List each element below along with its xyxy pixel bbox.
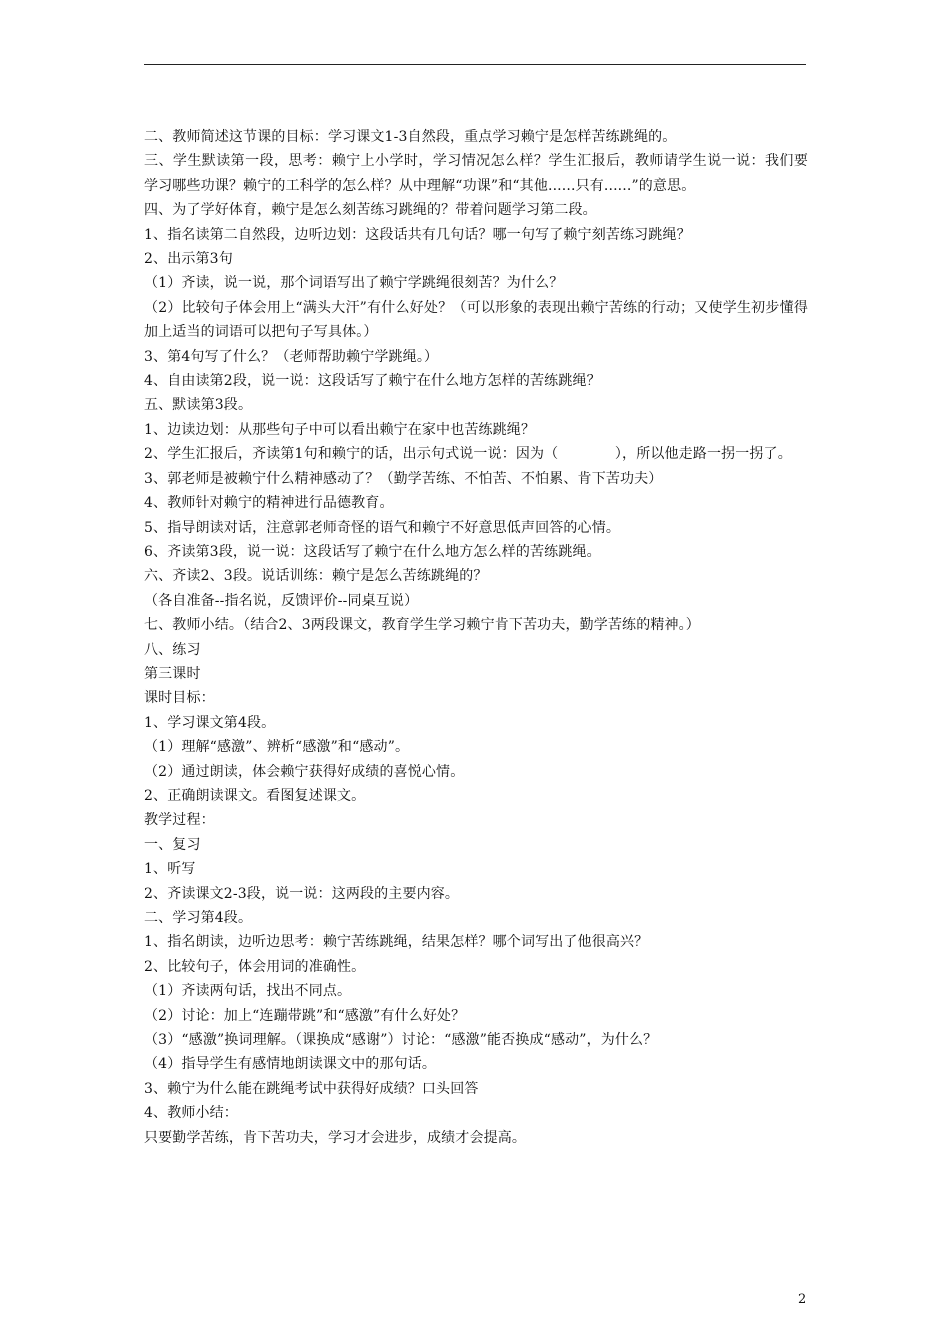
paragraph: 3、赖宁为什么能在跳绳考试中获得好成绩？口头回答 [144,1080,479,1097]
paragraph: 5、指导朗读对话，注意郭老师奇怪的语气和赖宁不好意思低声回答的心情。 [144,519,621,536]
paragraph: （4）指导学生有感情地朗读课文中的那句话。 [144,1056,437,1073]
paragraph: 1、指名读第二自然段，边听边划：这段话共有几句话？哪一句写了赖宁刻苦练习跳绳？ [144,226,691,243]
paragraph: 2、出示第3句 [144,251,233,268]
paragraph: 4、教师小结： [144,1105,238,1122]
paragraph: 2、正确朗读课文。看图复述课文。 [144,787,366,804]
paragraph: 课时目标： [144,690,215,707]
paragraph: （1）齐读两句话，找出不同点。 [144,983,352,1000]
paragraph: 三、学生默读第一段，思考：赖宁上小学时，学习情况怎么样？学生汇报后，教师请学生说一说：我们要学习哪些功课？赖宁的工科学的怎么样？从中理解“功课”和“其他......只有......”的意思。 [144,153,808,194]
paragraph: 八、练习 [144,641,201,658]
paragraph: （3）“感激”换词理解。（课换成“感谢”）讨论：“感激”能否换成“感动”，为什么？ [144,1032,658,1049]
paragraph: 六、齐读2、3段。说话训练：赖宁是怎么苦练跳绳的？ [144,568,488,585]
document-body [144,125,808,1150]
paragraph: （1）理解“感激”、辨析“感激”和“感动”。 [144,739,410,756]
paragraph: 2、齐读课文2-3段，说一说：这两段的主要内容。 [144,885,460,902]
header-rule [144,64,806,65]
paragraph: （2）讨论：加上“连蹦带跳”和“感激”有什么好处？ [144,1007,466,1024]
paragraph: 1、边读边划：从那些句子中可以看出赖宁在家中也苦练跳绳？ [144,421,536,438]
paragraph: 3、第4句写了什么？（老师帮助赖宁学跳绳。） [144,348,439,365]
paragraph: （1）齐读，说一说，那个词语写出了赖宁学跳绳很刻苦？为什么？ [144,275,564,292]
paragraph: 一、复习 [144,836,201,853]
paragraph: 1、听写 [144,861,196,878]
paragraph: 教学过程： [144,812,215,829]
paragraph: 3、郭老师是被赖宁什么精神感动了？（勤学苦练、不怕苦、不怕累、肯下苦功夫） [144,470,663,487]
paragraph: 二、学习第4段。 [144,910,253,926]
paragraph: 只要勤学苦练，肯下苦功夫，学习才会进步，成绩才会提高。 [144,1129,527,1146]
paragraph: 七、教师小结。（结合2、3两段课文，教育学生学习赖宁肯下苦功夫，勤学苦练的精神。） [144,617,700,634]
paragraph: 五、默读第3段。 [144,397,253,414]
paragraph: 2、比较句子，体会用词的准确性。 [144,958,366,975]
section-heading: 第三课时 [144,665,201,682]
paragraph: 4、自由读第2段，说一说：这段话写了赖宁在什么地方怎样的苦练跳绳？ [144,373,601,390]
paragraph: （各自准备--指名说，反馈评价--同桌互说） [144,592,419,609]
paragraph: 1、指名朗读，边听边思考：赖宁苦练跳绳，结果怎样？哪个词写出了他很高兴？ [144,934,649,951]
page-number: 2 [798,1292,807,1307]
paragraph: 2、学生汇报后，齐读第1句和赖宁的话，出示句式说一说：因为（ ），所以他走路一拐一拐了。 [144,446,792,463]
paragraph: 1、学习课文第4段。 [144,714,276,731]
paragraph: 4、教师针对赖宁的精神进行品德教育。 [144,495,394,512]
paragraph: 二、教师简述这节课的目标：学习课文1-3自然段，重点学习赖宁是怎样苦练跳绳的。 [144,129,677,145]
paragraph: （2）通过朗读，体会赖宁获得好成绩的喜悦心情。 [144,763,465,780]
paragraph: 四、为了学好体育，赖宁是怎么刻苦练习跳绳的？带着问题学习第二段。 [144,202,597,219]
paragraph: （2）比较句子体会用上“满头大汗”有什么好处？（可以形象的表现出赖宁苦练的行动；又使学生初步懂得加上适当的词语可以把句子写具体。） [144,299,808,341]
paragraph: 6、齐读第3段，说一说：这段话写了赖宁在什么地方怎么样的苦练跳绳。 [144,543,601,560]
